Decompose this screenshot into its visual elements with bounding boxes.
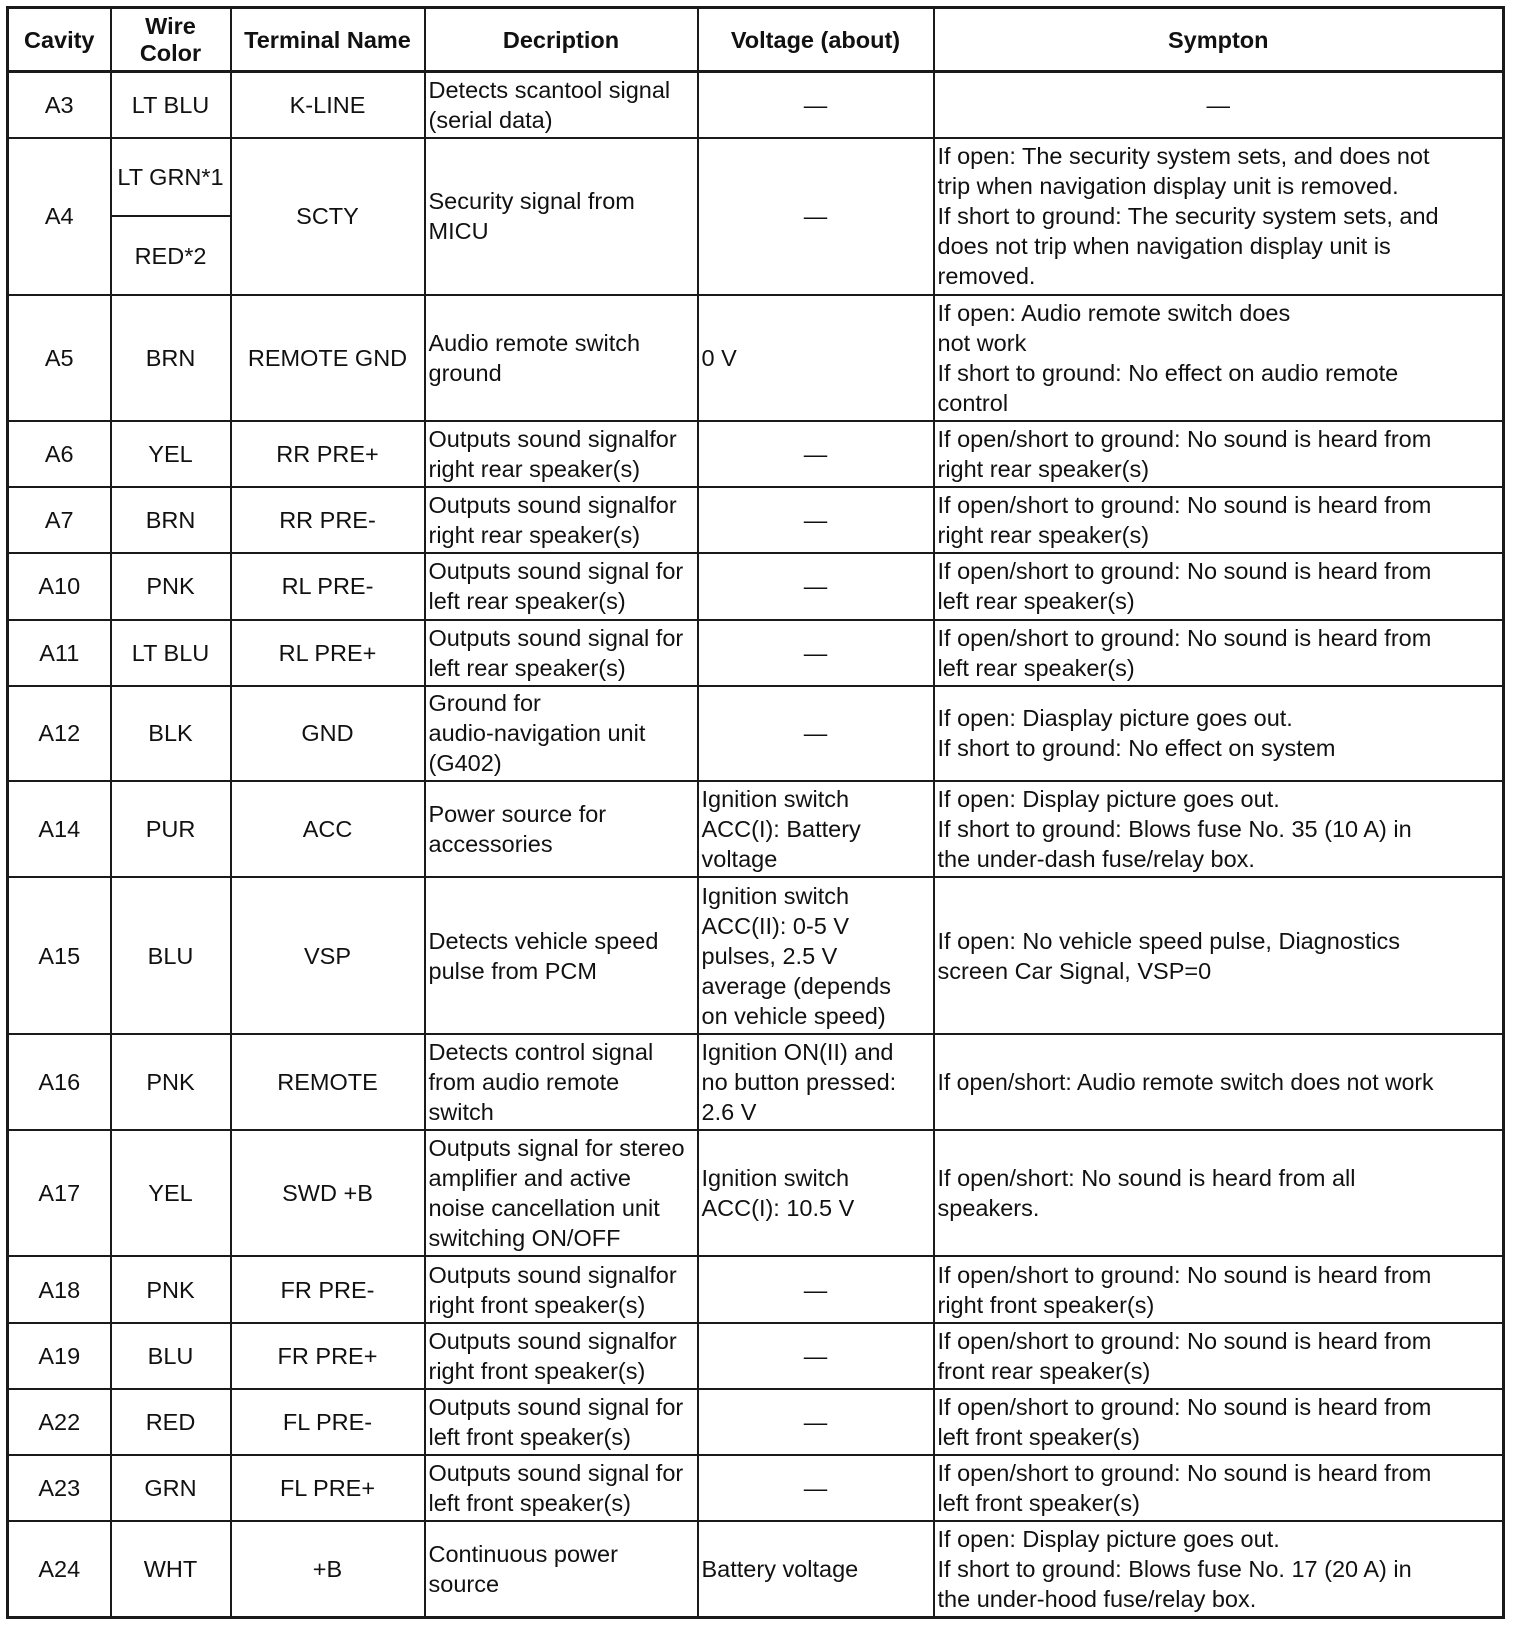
- description-cell: Outputs sound signal for left front speaker(s): [425, 1455, 698, 1521]
- wire-color-cell: GRN: [111, 1455, 231, 1521]
- terminal-name-cell: VSP: [231, 877, 425, 1034]
- cavity-cell: A17: [8, 1130, 111, 1256]
- symptom-cell: If open: Display picture goes out. If short to ground: Blows fuse No. 17 (20 A) in the under-hood fuse/relay box.: [934, 1521, 1504, 1617]
- terminal-name-cell: FL PRE+: [231, 1455, 425, 1521]
- description-cell: Outputs sound signalfor right front speaker(s): [425, 1256, 698, 1322]
- voltage-cell: Ignition switch ACC(II): 0-5 V pulses, 2.5 V average (depends on vehicle speed): [698, 877, 934, 1034]
- voltage-cell: —: [698, 487, 934, 553]
- description-cell: Outputs sound signalfor right front speaker(s): [425, 1323, 698, 1389]
- cavity-cell: A24: [8, 1521, 111, 1617]
- wire-color-cell: YEL: [111, 1130, 231, 1256]
- cavity-cell: A18: [8, 1256, 111, 1322]
- symptom-cell: If open/short to ground: No sound is heard from right rear speaker(s): [934, 487, 1504, 553]
- table-row: [8, 781, 1504, 877]
- wire-color-cell: RED: [111, 1389, 231, 1455]
- wire-color-cell: LT GRN*1: [111, 138, 231, 217]
- connector-pinout-table: [6, 6, 1505, 1619]
- terminal-name-cell: FL PRE-: [231, 1389, 425, 1455]
- voltage-cell: Ignition ON(II) and no button pressed: 2.6 V: [698, 1034, 934, 1130]
- voltage-cell: Ignition switch ACC(I): Battery voltage: [698, 781, 934, 877]
- terminal-name-cell: K-LINE: [231, 72, 425, 138]
- table-row: [8, 1323, 1504, 1389]
- header-row: [8, 8, 1504, 72]
- wire-color-cell: PNK: [111, 553, 231, 619]
- terminal-name-cell: RL PRE-: [231, 553, 425, 619]
- cavity-cell: A16: [8, 1034, 111, 1130]
- description-cell: Power source for accessories: [425, 781, 698, 877]
- table-row: [8, 1389, 1504, 1455]
- wire-color-cell: WHT: [111, 1521, 231, 1617]
- header-cavity: Cavity: [8, 8, 111, 72]
- description-cell: Outputs signal for stereo amplifier and active noise cancellation unit switching ON/OFF: [425, 1130, 698, 1256]
- symptom-cell: If open/short to ground: No sound is heard from right rear speaker(s): [934, 421, 1504, 487]
- symptom-cell: If open: The security system sets, and does not trip when navigation display unit is removed. If short to ground: The security system sets, and does not trip when navigation display unit is removed.: [934, 138, 1504, 295]
- cavity-cell: A23: [8, 1455, 111, 1521]
- symptom-cell: If open/short to ground: No sound is heard from front rear speaker(s): [934, 1323, 1504, 1389]
- voltage-cell: —: [698, 1455, 934, 1521]
- symptom-cell: If open: Audio remote switch does not work If short to ground: No effect on audio remote control: [934, 295, 1504, 421]
- header-wire-color: Wire Color: [111, 8, 231, 72]
- table-row: [8, 877, 1504, 1034]
- symptom-cell: If open: No vehicle speed pulse, Diagnostics screen Car Signal, VSP=0: [934, 877, 1504, 1034]
- voltage-cell: —: [698, 72, 934, 138]
- symptom-cell: If open/short: No sound is heard from all speakers.: [934, 1130, 1504, 1256]
- terminal-name-cell: REMOTE GND: [231, 295, 425, 421]
- table-row: [8, 138, 1504, 217]
- symptom-cell: If open: Display picture goes out. If short to ground: Blows fuse No. 35 (10 A) in the under-dash fuse/relay box.: [934, 781, 1504, 877]
- header-symptom: Sympton: [934, 8, 1504, 72]
- terminal-name-cell: RR PRE+: [231, 421, 425, 487]
- header-terminal-name: Terminal Name: [231, 8, 425, 72]
- terminal-name-cell: GND: [231, 686, 425, 781]
- voltage-cell: —: [698, 138, 934, 295]
- table-row: [8, 72, 1504, 138]
- table-row: [8, 1130, 1504, 1256]
- voltage-cell: —: [698, 421, 934, 487]
- wire-color-cell: PNK: [111, 1256, 231, 1322]
- voltage-cell: Battery voltage: [698, 1521, 934, 1617]
- wire-color-cell-alt: RED*2: [111, 216, 231, 295]
- cavity-cell: A6: [8, 421, 111, 487]
- cavity-cell: A4: [8, 138, 111, 295]
- table-row: [8, 553, 1504, 619]
- voltage-cell: —: [698, 1256, 934, 1322]
- description-cell: Outputs sound signal for left front speaker(s): [425, 1389, 698, 1455]
- table-row: [8, 295, 1504, 421]
- voltage-cell: —: [698, 1389, 934, 1455]
- terminal-name-cell: RR PRE-: [231, 487, 425, 553]
- header-voltage: Voltage (about): [698, 8, 934, 72]
- terminal-name-cell: FR PRE+: [231, 1323, 425, 1389]
- voltage-cell: —: [698, 686, 934, 781]
- header-description: Decription: [425, 8, 698, 72]
- wire-color-cell: YEL: [111, 421, 231, 487]
- symptom-cell: If open/short to ground: No sound is heard from left rear speaker(s): [934, 553, 1504, 619]
- description-cell: Outputs sound signal for left rear speaker(s): [425, 620, 698, 686]
- cavity-cell: A7: [8, 487, 111, 553]
- description-cell: Continuous power source: [425, 1521, 698, 1617]
- wire-color-cell: PUR: [111, 781, 231, 877]
- table-row: [8, 620, 1504, 686]
- wire-color-cell: BRN: [111, 295, 231, 421]
- wire-color-cell: BLU: [111, 877, 231, 1034]
- table-row: [8, 1521, 1504, 1617]
- symptom-cell: If open/short to ground: No sound is heard from left front speaker(s): [934, 1455, 1504, 1521]
- symptom-cell: If open/short to ground: No sound is heard from left rear speaker(s): [934, 620, 1504, 686]
- terminal-name-cell: ACC: [231, 781, 425, 877]
- description-cell: Detects vehicle speed pulse from PCM: [425, 877, 698, 1034]
- cavity-cell: A10: [8, 553, 111, 619]
- cavity-cell: A12: [8, 686, 111, 781]
- terminal-name-cell: FR PRE-: [231, 1256, 425, 1322]
- terminal-name-cell: +B: [231, 1521, 425, 1617]
- wire-color-cell: BRN: [111, 487, 231, 553]
- description-cell: Outputs sound signal for left rear speaker(s): [425, 553, 698, 619]
- cavity-cell: A14: [8, 781, 111, 877]
- description-cell: Security signal from MICU: [425, 138, 698, 295]
- voltage-cell: —: [698, 620, 934, 686]
- voltage-cell: Ignition switch ACC(I): 10.5 V: [698, 1130, 934, 1256]
- cavity-cell: A5: [8, 295, 111, 421]
- cavity-cell: A22: [8, 1389, 111, 1455]
- description-cell: Ground for audio-navigation unit (G402): [425, 686, 698, 781]
- symptom-cell: —: [934, 72, 1504, 138]
- symptom-cell: If open/short to ground: No sound is heard from right front speaker(s): [934, 1256, 1504, 1322]
- wire-color-cell: LT BLU: [111, 620, 231, 686]
- wire-color-cell: BLK: [111, 686, 231, 781]
- cavity-cell: A3: [8, 72, 111, 138]
- symptom-cell: If open/short: Audio remote switch does not work: [934, 1034, 1504, 1130]
- voltage-cell: 0 V: [698, 295, 934, 421]
- wire-color-cell: BLU: [111, 1323, 231, 1389]
- cavity-cell: A19: [8, 1323, 111, 1389]
- voltage-cell: —: [698, 1323, 934, 1389]
- wire-color-cell: LT BLU: [111, 72, 231, 138]
- description-cell: Outputs sound signalfor right rear speaker(s): [425, 421, 698, 487]
- voltage-cell: —: [698, 553, 934, 619]
- cavity-cell: A11: [8, 620, 111, 686]
- terminal-name-cell: REMOTE: [231, 1034, 425, 1130]
- table-row: [8, 421, 1504, 487]
- table-row: [8, 1034, 1504, 1130]
- table-row: [8, 1455, 1504, 1521]
- wire-color-cell: PNK: [111, 1034, 231, 1130]
- terminal-name-cell: SCTY: [231, 138, 425, 295]
- table-row: [8, 1256, 1504, 1322]
- description-cell: Detects scantool signal (serial data): [425, 72, 698, 138]
- symptom-cell: If open/short to ground: No sound is heard from left front speaker(s): [934, 1389, 1504, 1455]
- table-row: [8, 487, 1504, 553]
- description-cell: Detects control signal from audio remote switch: [425, 1034, 698, 1130]
- terminal-name-cell: SWD +B: [231, 1130, 425, 1256]
- description-cell: Audio remote switch ground: [425, 295, 698, 421]
- symptom-cell: If open: Diasplay picture goes out. If short to ground: No effect on system: [934, 686, 1504, 781]
- table-row: [8, 686, 1504, 781]
- cavity-cell: A15: [8, 877, 111, 1034]
- description-cell: Outputs sound signalfor right rear speaker(s): [425, 487, 698, 553]
- terminal-name-cell: RL PRE+: [231, 620, 425, 686]
